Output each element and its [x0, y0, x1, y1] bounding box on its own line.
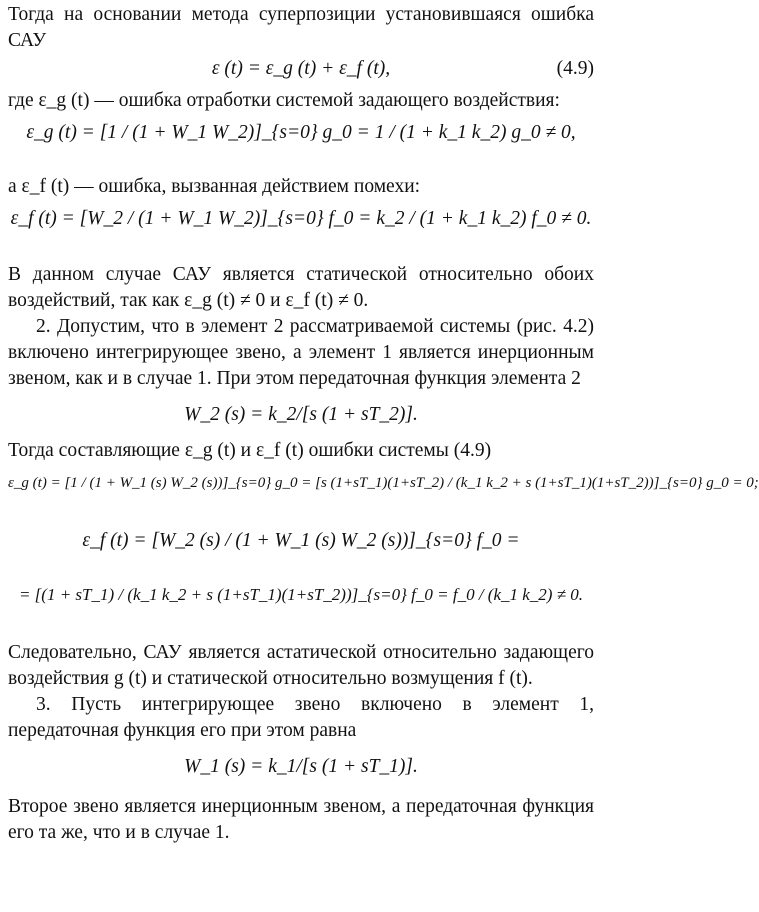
paragraph-6: Тогда составляющие ε_g (t) и ε_f (t) ошибки системы (4.9): [8, 440, 492, 461]
paragraph-4: В данном случае САУ является статической относительно обоих воздействий, так как ε_g (t) ≠ 0 и ε_f (t) ≠ 0.: [8, 264, 594, 311]
equation-w2: [8, 402, 594, 436]
equation-4-9-body: ε (t) = ε_g (t) + ε_f (t),: [211, 58, 391, 79]
equation-4-9: [8, 56, 594, 84]
equation-eps-f: [8, 206, 594, 254]
paragraph-9: Второе звено является инерционным звеном, а передаточная функция его та же, что и в случае 1.: [8, 796, 594, 843]
equation-eps-g2: [8, 470, 759, 522]
equation-w1: [8, 754, 594, 788]
paragraph-8: 3. Пусть интегрирующее звено включено в элемент 1, передаточная функция его при этом равна: [8, 694, 594, 741]
equation-number: (4.9): [556, 58, 594, 79]
equation-eps-f2a: [8, 528, 594, 576]
document-page: [8, 2, 759, 846]
equation-eps-g: [8, 120, 594, 168]
paragraph-7: Следовательно, САУ является астатической относительно задающего воздействия g (t) и статической относительно возмущения f (t).: [8, 642, 594, 689]
equation-eps-f2b-text: = [(1 + sT_1) / (k_1 k_2 + s (1+sT_1)(1+sT_2))]_{s=0} f_0 = f_0 / (k_1 k_2) ≠ 0.: [18, 585, 584, 604]
paragraph-1: Тогда на основании метода суперпозиции установившаяся ошибка САУ: [8, 4, 594, 51]
equation-w1-text: W_1 (s) = k_1/[s (1 + sT_1)].: [184, 756, 418, 777]
paragraph-2: где ε_g (t) — ошибка отработки системой задающего воздействия:: [8, 90, 560, 111]
paragraph-5: 2. Допустим, что в элемент 2 рассматриваемой системы (рис. 4.2) включено интегрирующее звено, а элемент 1 является инерционным звеном, как и в случае 1. При этом передаточная функция элемента 2: [8, 316, 594, 389]
equation-w2-text: W_2 (s) = k_2/[s (1 + sT_2)].: [184, 404, 418, 425]
equation-eps-f-text: ε_f (t) = [W_2 / (1 + W_1 W_2)]_{s=0} f_0 = k_2 / (1 + k_1 k_2) f_0 ≠ 0.: [10, 208, 592, 229]
paragraph-3: а ε_f (t) — ошибка, вызванная действием помехи:: [8, 176, 421, 197]
equation-eps-f2b: [8, 582, 594, 634]
equation-eps-f2a-text: ε_f (t) = [W_2 (s) / (1 + W_1 (s) W_2 (s))]_{s=0} f_0 =: [82, 530, 520, 551]
equation-eps-g2-text: ε_g (t) = [1 / (1 + W_1 (s) W_2 (s))]_{s=0} g_0 = [s (1+sT_1)(1+sT_2) / (k_1 k_2 + s (1+sT_1)(1+sT_2))]_{s=0} g_0 = 0;: [8, 475, 759, 491]
equation-eps-g-text: ε_g (t) = [1 / (1 + W_1 W_2)]_{s=0} g_0 = 1 / (1 + k_1 k_2) g_0 ≠ 0,: [26, 122, 576, 143]
